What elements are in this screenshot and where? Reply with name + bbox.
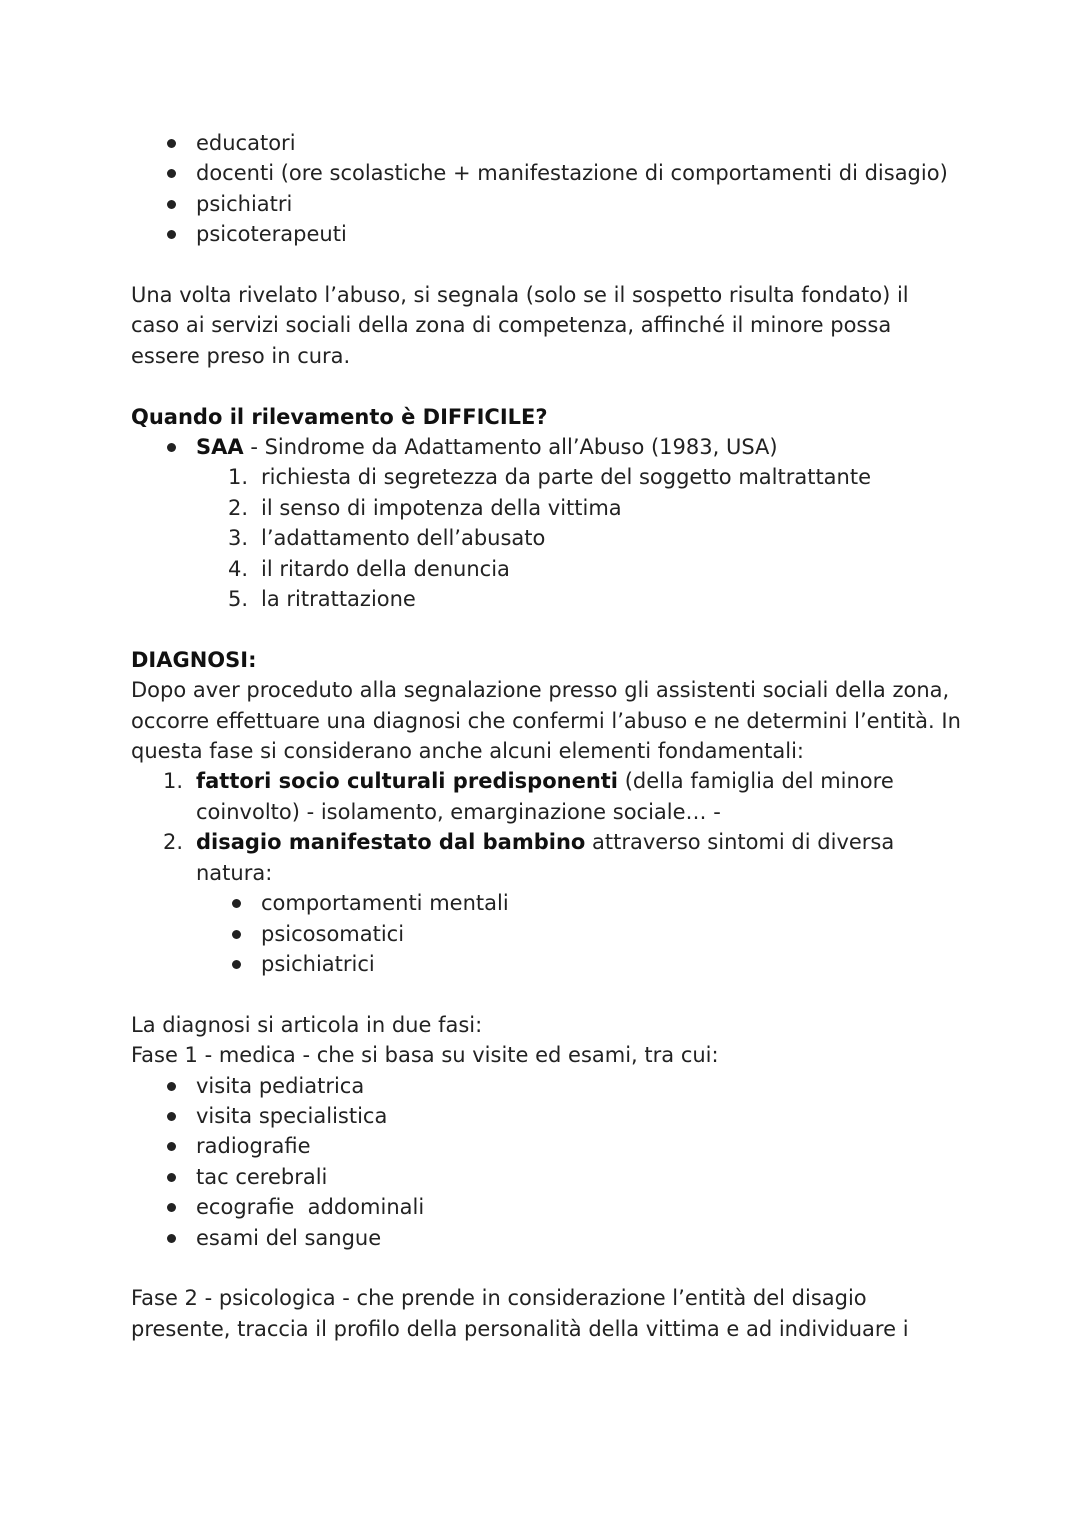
list-item-text: psichiatri (196, 191, 293, 216)
symptoms-list (131, 888, 961, 979)
heading-text: DIAGNOSI: (131, 647, 257, 672)
professionals-list (131, 128, 961, 250)
list-item (131, 158, 961, 188)
bullet-icon (167, 1234, 176, 1243)
bullet-icon (232, 899, 241, 908)
list-item (131, 128, 961, 158)
factor-text: attraverso sintomi di diversa (585, 830, 895, 855)
list-item (131, 888, 961, 918)
saa-acronym: SAA (196, 435, 244, 460)
heading-difficile (131, 402, 961, 432)
factor-title: fattori socio culturali predisponenti (196, 769, 619, 794)
list-item (131, 219, 961, 249)
saa-description: - Sindrome da Adattamento all’Abuso (1983, USA) (243, 435, 778, 460)
bullet-icon (167, 230, 176, 239)
exams-list (131, 1071, 961, 1253)
list-item (131, 1131, 961, 1161)
list-item-text: docenti (ore scolastiche + manifestazione di comportamenti di disagio) (196, 161, 948, 186)
list-item (131, 584, 961, 614)
document-page (131, 128, 961, 1344)
list-number: 2. (163, 830, 184, 855)
list-number: 1. (163, 769, 184, 794)
bullet-icon (232, 960, 241, 969)
list-item-text: comportamenti mentali (261, 891, 509, 916)
list-item-text: ecografie addominali (196, 1195, 425, 1220)
list-item-text: visita pediatrica (196, 1073, 365, 1098)
list-item (131, 1223, 961, 1253)
paragraph-fasi-intro: La diagnosi si articola in due fasi: (131, 1012, 483, 1037)
list-item (131, 949, 961, 979)
list-number: 1. (228, 465, 249, 490)
list-item (131, 523, 961, 553)
list-item (131, 432, 961, 614)
list-item-text: radiografie (196, 1134, 311, 1159)
list-item (131, 554, 961, 584)
list-item-text: educatori (196, 131, 296, 155)
list-item (131, 1101, 961, 1131)
list-number: 3. (228, 526, 249, 551)
list-item-text: visita specialistica (196, 1103, 388, 1128)
list-item (131, 919, 961, 949)
list-item-text: il senso di impotenza della vittima (261, 495, 622, 520)
list-item (131, 462, 961, 492)
paragraph-fase1: Fase 1 - medica - che si basa su visite ed esami, tra cui: (131, 1043, 719, 1068)
bullet-icon (167, 1173, 176, 1182)
bullet-icon (167, 200, 176, 209)
heading-diagnosi (131, 645, 961, 675)
list-item (131, 1071, 961, 1101)
bullet-icon (167, 169, 176, 178)
paragraph-fase2: Fase 2 - psicologica - che prende in considerazione l’entità del disagio presente, traccia il profilo della personalità della vittima e ad individuare i (131, 1286, 909, 1341)
list-number: 4. (228, 556, 249, 581)
list-item-text: richiesta di segretezza da parte del soggetto maltrattante (261, 465, 872, 490)
list-item-text: psichiatrici (261, 951, 375, 976)
list-item-text: il ritardo della denuncia (261, 556, 510, 581)
bullet-icon (232, 930, 241, 939)
list-item (131, 493, 961, 523)
list-item (131, 766, 961, 827)
list-item-text: l’adattamento dell’abusato (261, 526, 546, 551)
bullet-icon (167, 443, 176, 452)
factor-title: disagio manifestato dal bambino (196, 830, 586, 855)
list-item-text: tac cerebrali (196, 1164, 328, 1189)
bullet-icon (167, 1082, 176, 1091)
bullet-icon (167, 1142, 176, 1151)
list-item (131, 827, 961, 979)
saa-numbered-list (131, 462, 961, 614)
paragraph-segnalazione: Una volta rivelato l’abuso, si segnala (solo se il sospetto risulta fondato) il caso ai servizi sociali della zona di competenza, affinché il minore possa essere preso in cura. (131, 283, 909, 368)
bullet-icon (167, 1112, 176, 1121)
heading-text: Quando il rilevamento è DIFFICILE? (131, 404, 548, 429)
list-item-text: psicoterapeuti (196, 222, 347, 247)
list-item (131, 1192, 961, 1222)
paragraph-diagnosi: Dopo aver proceduto alla segnalazione presso gli assistenti sociali della zona, occorre effettuare una diagnosi che confermi l’abuso e ne determini l’entità. In questa fase si considerano anche alcuni elementi fondamentali: (131, 678, 961, 764)
bullet-icon (167, 139, 176, 148)
list-number: 5. (228, 587, 249, 612)
factor-text-continued: coinvolto) - isolamento, emarginazione sociale… - (196, 799, 721, 824)
list-item (131, 1162, 961, 1192)
bullet-icon (167, 1203, 176, 1212)
factor-text: (della famiglia del minore (618, 769, 894, 794)
list-number: 2. (228, 495, 249, 520)
factor-text-continued: natura: (196, 860, 273, 885)
list-item-text: la ritrattazione (261, 587, 416, 612)
list-item (131, 189, 961, 219)
list-item-text: esami del sangue (196, 1225, 382, 1250)
saa-list (131, 432, 961, 614)
list-item-text: psicosomatici (261, 921, 405, 946)
factors-list (131, 766, 961, 979)
